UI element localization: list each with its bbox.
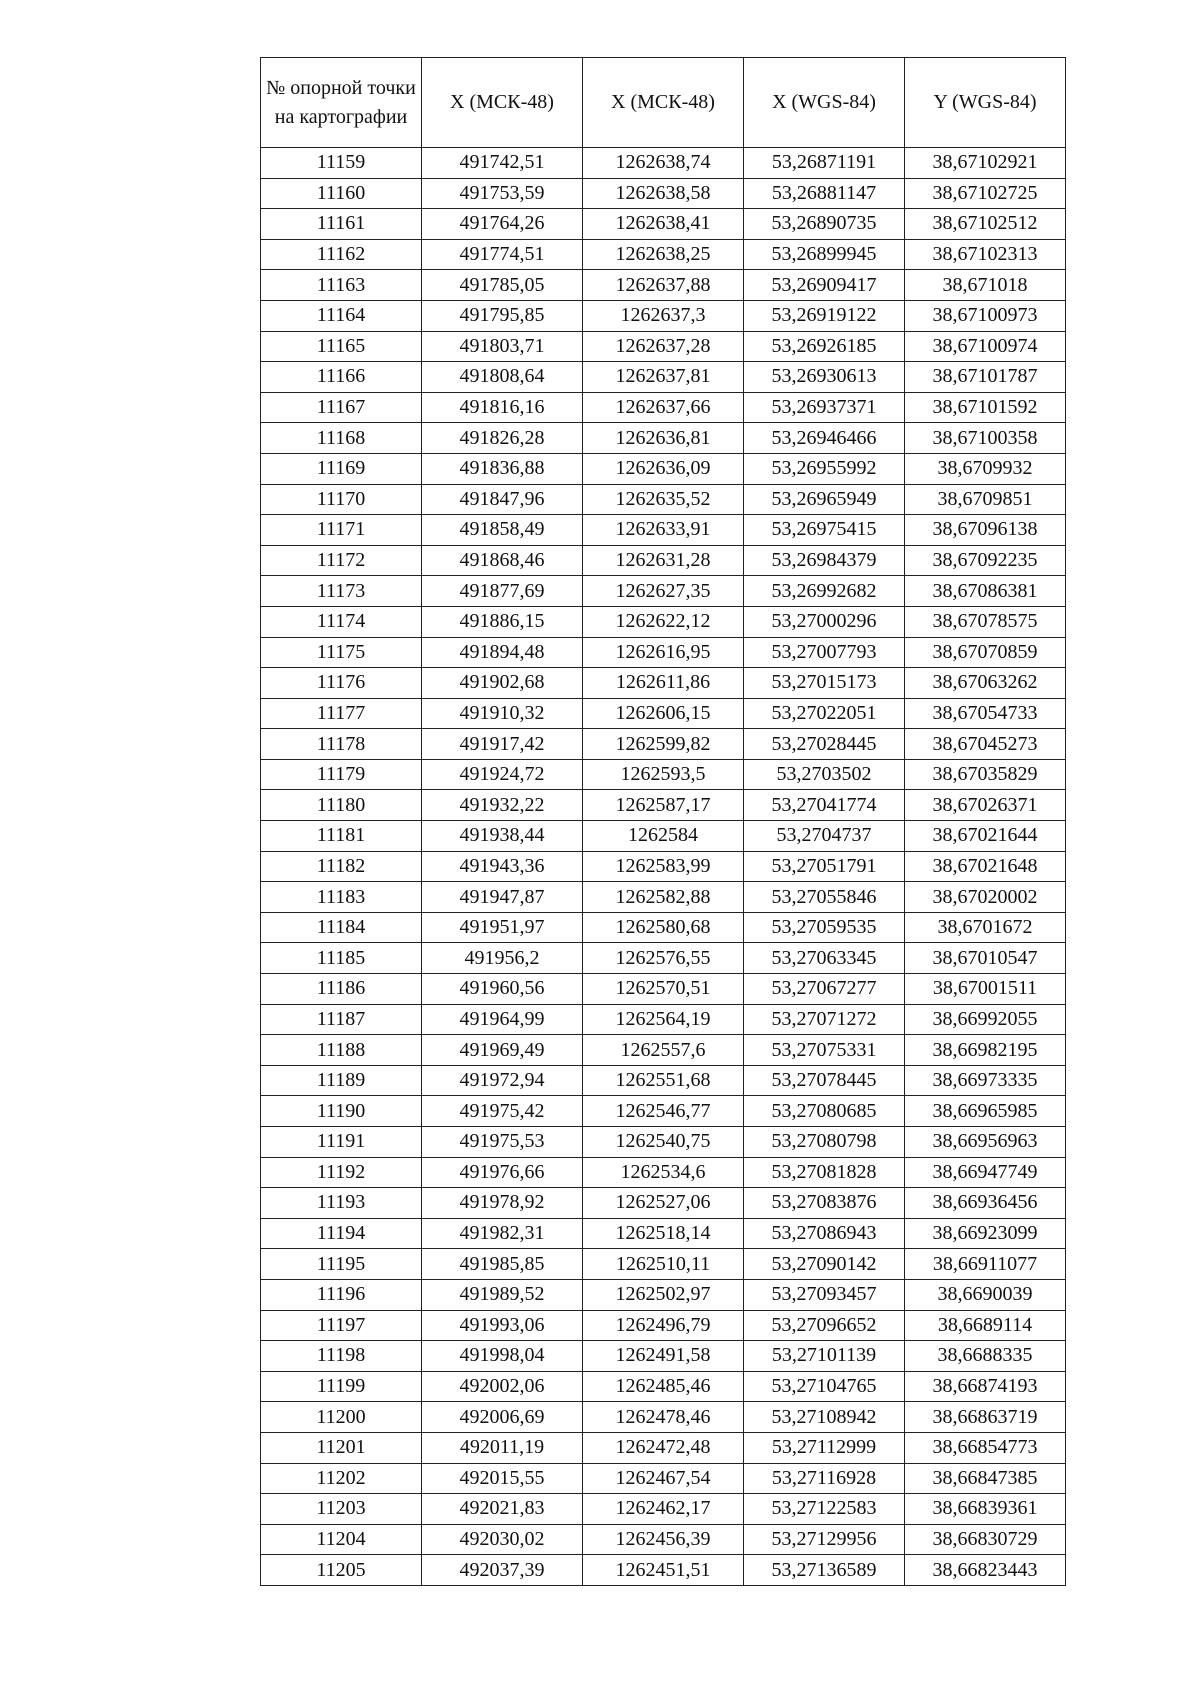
cell-y-wgs84: 38,6690039	[905, 1279, 1066, 1310]
table-row	[261, 1310, 1066, 1341]
table-row	[261, 1065, 1066, 1096]
cell-point-number: 11181	[261, 821, 422, 852]
cell-x-msk48-second: 1262637,81	[583, 362, 744, 393]
header-point-number: № опорной точки на картографии	[261, 58, 422, 148]
cell-x-msk48-second: 1262593,5	[583, 759, 744, 790]
cell-x-msk48-second: 1262638,41	[583, 209, 744, 240]
cell-x-msk48-second: 1262527,06	[583, 1188, 744, 1219]
cell-point-number: 11163	[261, 270, 422, 301]
cell-x-wgs84: 53,26890735	[744, 209, 905, 240]
cell-x-msk48: 491868,46	[422, 545, 583, 576]
cell-x-msk48-second: 1262576,55	[583, 943, 744, 974]
cell-x-msk48: 491902,68	[422, 668, 583, 699]
cell-x-msk48-second: 1262478,46	[583, 1402, 744, 1433]
cell-x-wgs84: 53,27083876	[744, 1188, 905, 1219]
cell-x-msk48: 491982,31	[422, 1218, 583, 1249]
cell-x-msk48: 491753,59	[422, 178, 583, 209]
cell-x-msk48-second: 1262637,66	[583, 392, 744, 423]
cell-x-wgs84: 53,27028445	[744, 729, 905, 760]
table-row	[261, 1157, 1066, 1188]
cell-x-wgs84: 53,27071272	[744, 1004, 905, 1035]
cell-x-msk48: 491975,42	[422, 1096, 583, 1127]
cell-y-wgs84: 38,66936456	[905, 1188, 1066, 1219]
cell-point-number: 11166	[261, 362, 422, 393]
table-row	[261, 1524, 1066, 1555]
cell-x-wgs84: 53,26975415	[744, 515, 905, 546]
cell-point-number: 11164	[261, 300, 422, 331]
cell-y-wgs84: 38,66823443	[905, 1555, 1066, 1586]
cell-y-wgs84: 38,6701672	[905, 912, 1066, 943]
cell-y-wgs84: 38,66992055	[905, 1004, 1066, 1035]
cell-x-msk48: 491894,48	[422, 637, 583, 668]
cell-y-wgs84: 38,67045273	[905, 729, 1066, 760]
cell-x-msk48-second: 1262557,6	[583, 1035, 744, 1066]
cell-point-number: 11182	[261, 851, 422, 882]
cell-x-msk48-second: 1262491,58	[583, 1341, 744, 1372]
cell-x-msk48-second: 1262451,51	[583, 1555, 744, 1586]
table-row	[261, 912, 1066, 943]
header-x-msk48-second: X (МСК-48)	[583, 58, 744, 148]
cell-x-msk48: 491947,87	[422, 882, 583, 913]
cell-x-wgs84: 53,27055846	[744, 882, 905, 913]
cell-x-msk48-second: 1262496,79	[583, 1310, 744, 1341]
cell-x-wgs84: 53,27093457	[744, 1279, 905, 1310]
cell-y-wgs84: 38,67063262	[905, 668, 1066, 699]
cell-x-msk48: 491943,36	[422, 851, 583, 882]
cell-y-wgs84: 38,67102512	[905, 209, 1066, 240]
table-row	[261, 392, 1066, 423]
cell-y-wgs84: 38,671018	[905, 270, 1066, 301]
cell-point-number: 11170	[261, 484, 422, 515]
cell-x-msk48-second: 1262583,99	[583, 851, 744, 882]
cell-point-number: 11161	[261, 209, 422, 240]
cell-x-msk48: 492011,19	[422, 1432, 583, 1463]
cell-x-msk48: 492015,55	[422, 1463, 583, 1494]
table-row	[261, 1432, 1066, 1463]
cell-y-wgs84: 38,67092235	[905, 545, 1066, 576]
cell-x-msk48: 491938,44	[422, 821, 583, 852]
cell-x-wgs84: 53,2704737	[744, 821, 905, 852]
cell-y-wgs84: 38,67086381	[905, 576, 1066, 607]
cell-x-wgs84: 53,27075331	[744, 1035, 905, 1066]
cell-x-msk48-second: 1262636,09	[583, 453, 744, 484]
header-x-wgs84: X (WGS-84)	[744, 58, 905, 148]
cell-x-msk48-second: 1262510,11	[583, 1249, 744, 1280]
cell-x-msk48-second: 1262611,86	[583, 668, 744, 699]
table-body	[261, 148, 1066, 1586]
cell-x-msk48-second: 1262638,58	[583, 178, 744, 209]
cell-y-wgs84: 38,6689114	[905, 1310, 1066, 1341]
table-row	[261, 545, 1066, 576]
cell-x-wgs84: 53,27078445	[744, 1065, 905, 1096]
cell-point-number: 11189	[261, 1065, 422, 1096]
cell-y-wgs84: 38,67100973	[905, 300, 1066, 331]
cell-point-number: 11169	[261, 453, 422, 484]
cell-point-number: 11167	[261, 392, 422, 423]
table-row	[261, 1494, 1066, 1525]
cell-x-wgs84: 53,27067277	[744, 974, 905, 1005]
cell-y-wgs84: 38,66854773	[905, 1432, 1066, 1463]
cell-x-msk48-second: 1262631,28	[583, 545, 744, 576]
cell-y-wgs84: 38,66982195	[905, 1035, 1066, 1066]
cell-point-number: 11196	[261, 1279, 422, 1310]
table-row	[261, 974, 1066, 1005]
cell-y-wgs84: 38,67096138	[905, 515, 1066, 546]
cell-point-number: 11197	[261, 1310, 422, 1341]
cell-x-wgs84: 53,26984379	[744, 545, 905, 576]
cell-x-msk48-second: 1262580,68	[583, 912, 744, 943]
table-row	[261, 729, 1066, 760]
cell-point-number: 11204	[261, 1524, 422, 1555]
cell-x-msk48-second: 1262472,48	[583, 1432, 744, 1463]
cell-point-number: 11171	[261, 515, 422, 546]
cell-x-wgs84: 53,27081828	[744, 1157, 905, 1188]
table-row	[261, 851, 1066, 882]
cell-x-msk48-second: 1262633,91	[583, 515, 744, 546]
cell-x-msk48-second: 1262635,52	[583, 484, 744, 515]
cell-x-msk48: 491836,88	[422, 453, 583, 484]
cell-point-number: 11187	[261, 1004, 422, 1035]
table-row	[261, 1096, 1066, 1127]
cell-x-msk48: 491975,53	[422, 1127, 583, 1158]
cell-x-msk48-second: 1262570,51	[583, 974, 744, 1005]
cell-y-wgs84: 38,6709851	[905, 484, 1066, 515]
cell-y-wgs84: 38,66965985	[905, 1096, 1066, 1127]
cell-x-msk48: 491795,85	[422, 300, 583, 331]
table-row	[261, 484, 1066, 515]
cell-x-wgs84: 53,26946466	[744, 423, 905, 454]
cell-x-msk48-second: 1262616,95	[583, 637, 744, 668]
header-row	[261, 58, 1066, 148]
cell-x-wgs84: 53,26965949	[744, 484, 905, 515]
cell-point-number: 11173	[261, 576, 422, 607]
table-row	[261, 1555, 1066, 1586]
cell-y-wgs84: 38,66923099	[905, 1218, 1066, 1249]
cell-y-wgs84: 38,67100974	[905, 331, 1066, 362]
cell-x-msk48: 492021,83	[422, 1494, 583, 1525]
cell-y-wgs84: 38,66874193	[905, 1371, 1066, 1402]
cell-x-wgs84: 53,26955992	[744, 453, 905, 484]
cell-y-wgs84: 38,66956963	[905, 1127, 1066, 1158]
table-row	[261, 943, 1066, 974]
cell-x-msk48: 491742,51	[422, 148, 583, 179]
cell-y-wgs84: 38,67021648	[905, 851, 1066, 882]
cell-x-msk48: 492037,39	[422, 1555, 583, 1586]
table-row	[261, 148, 1066, 179]
cell-y-wgs84: 38,6709932	[905, 453, 1066, 484]
cell-x-msk48: 491960,56	[422, 974, 583, 1005]
cell-point-number: 11178	[261, 729, 422, 760]
cell-point-number: 11186	[261, 974, 422, 1005]
cell-point-number: 11195	[261, 1249, 422, 1280]
cell-x-wgs84: 53,27063345	[744, 943, 905, 974]
table-row	[261, 1341, 1066, 1372]
cell-y-wgs84: 38,66947749	[905, 1157, 1066, 1188]
table-row	[261, 1402, 1066, 1433]
cell-x-msk48: 491803,71	[422, 331, 583, 362]
cell-x-wgs84: 53,27086943	[744, 1218, 905, 1249]
cell-y-wgs84: 38,67021644	[905, 821, 1066, 852]
table-row	[261, 239, 1066, 270]
cell-point-number: 11185	[261, 943, 422, 974]
cell-y-wgs84: 38,67070859	[905, 637, 1066, 668]
cell-x-wgs84: 53,27136589	[744, 1555, 905, 1586]
table-row	[261, 1188, 1066, 1219]
cell-point-number: 11172	[261, 545, 422, 576]
table-row	[261, 668, 1066, 699]
cell-x-wgs84: 53,26871191	[744, 148, 905, 179]
cell-y-wgs84: 38,66830729	[905, 1524, 1066, 1555]
cell-x-msk48: 491964,99	[422, 1004, 583, 1035]
table-row	[261, 423, 1066, 454]
table-row	[261, 1371, 1066, 1402]
table-row	[261, 1249, 1066, 1280]
cell-x-msk48: 491976,66	[422, 1157, 583, 1188]
cell-x-msk48-second: 1262637,88	[583, 270, 744, 301]
cell-x-msk48: 491951,97	[422, 912, 583, 943]
cell-x-wgs84: 53,27051791	[744, 851, 905, 882]
cell-y-wgs84: 38,67100358	[905, 423, 1066, 454]
cell-x-wgs84: 53,27022051	[744, 698, 905, 729]
table-row	[261, 453, 1066, 484]
cell-x-msk48: 491858,49	[422, 515, 583, 546]
cell-x-msk48: 491886,15	[422, 606, 583, 637]
cell-x-wgs84: 53,26937371	[744, 392, 905, 423]
cell-x-msk48: 491877,69	[422, 576, 583, 607]
cell-x-msk48-second: 1262564,19	[583, 1004, 744, 1035]
cell-point-number: 11183	[261, 882, 422, 913]
cell-point-number: 11184	[261, 912, 422, 943]
cell-x-wgs84: 53,27007793	[744, 637, 905, 668]
cell-point-number: 11179	[261, 759, 422, 790]
cell-y-wgs84: 38,67001511	[905, 974, 1066, 1005]
cell-x-wgs84: 53,27129956	[744, 1524, 905, 1555]
cell-x-msk48: 491998,04	[422, 1341, 583, 1372]
cell-point-number: 11159	[261, 148, 422, 179]
cell-x-wgs84: 53,26992682	[744, 576, 905, 607]
cell-point-number: 11198	[261, 1341, 422, 1372]
cell-x-msk48: 492030,02	[422, 1524, 583, 1555]
cell-x-msk48: 491764,26	[422, 209, 583, 240]
coordinates-table	[260, 57, 1066, 1586]
cell-x-wgs84: 53,27122583	[744, 1494, 905, 1525]
cell-x-msk48: 491989,52	[422, 1279, 583, 1310]
cell-x-msk48: 492002,06	[422, 1371, 583, 1402]
cell-x-msk48-second: 1262456,39	[583, 1524, 744, 1555]
cell-x-msk48-second: 1262546,77	[583, 1096, 744, 1127]
cell-x-wgs84: 53,27112999	[744, 1432, 905, 1463]
cell-x-wgs84: 53,26930613	[744, 362, 905, 393]
cell-x-msk48-second: 1262534,6	[583, 1157, 744, 1188]
table-row	[261, 300, 1066, 331]
cell-y-wgs84: 38,66973335	[905, 1065, 1066, 1096]
cell-point-number: 11165	[261, 331, 422, 362]
table-row	[261, 1035, 1066, 1066]
cell-point-number: 11190	[261, 1096, 422, 1127]
cell-x-msk48-second: 1262627,35	[583, 576, 744, 607]
cell-point-number: 11177	[261, 698, 422, 729]
cell-x-msk48-second: 1262636,81	[583, 423, 744, 454]
cell-x-wgs84: 53,27101139	[744, 1341, 905, 1372]
cell-point-number: 11191	[261, 1127, 422, 1158]
cell-x-msk48-second: 1262584	[583, 821, 744, 852]
cell-x-wgs84: 53,27015173	[744, 668, 905, 699]
cell-x-msk48-second: 1262599,82	[583, 729, 744, 760]
cell-x-wgs84: 53,26899945	[744, 239, 905, 270]
cell-x-wgs84: 53,27116928	[744, 1463, 905, 1494]
cell-x-msk48-second: 1262540,75	[583, 1127, 744, 1158]
cell-point-number: 11180	[261, 790, 422, 821]
cell-y-wgs84: 38,66839361	[905, 1494, 1066, 1525]
cell-x-wgs84: 53,27080798	[744, 1127, 905, 1158]
cell-x-wgs84: 53,27000296	[744, 606, 905, 637]
cell-x-msk48: 491917,42	[422, 729, 583, 760]
cell-x-wgs84: 53,27104765	[744, 1371, 905, 1402]
cell-y-wgs84: 38,67102921	[905, 148, 1066, 179]
cell-x-wgs84: 53,26909417	[744, 270, 905, 301]
cell-x-msk48-second: 1262582,88	[583, 882, 744, 913]
cell-point-number: 11168	[261, 423, 422, 454]
cell-x-msk48: 491847,96	[422, 484, 583, 515]
cell-point-number: 11160	[261, 178, 422, 209]
cell-x-msk48-second: 1262502,97	[583, 1279, 744, 1310]
cell-y-wgs84: 38,66847385	[905, 1463, 1066, 1494]
cell-point-number: 11175	[261, 637, 422, 668]
cell-y-wgs84: 38,67054733	[905, 698, 1066, 729]
cell-x-msk48-second: 1262518,14	[583, 1218, 744, 1249]
cell-y-wgs84: 38,67078575	[905, 606, 1066, 637]
cell-point-number: 11205	[261, 1555, 422, 1586]
table-row	[261, 698, 1066, 729]
cell-y-wgs84: 38,67101787	[905, 362, 1066, 393]
cell-y-wgs84: 38,6688335	[905, 1341, 1066, 1372]
cell-x-wgs84: 53,2703502	[744, 759, 905, 790]
cell-y-wgs84: 38,66863719	[905, 1402, 1066, 1433]
cell-x-msk48-second: 1262551,68	[583, 1065, 744, 1096]
cell-x-msk48: 491932,22	[422, 790, 583, 821]
cell-x-msk48: 491985,85	[422, 1249, 583, 1280]
table-row	[261, 1279, 1066, 1310]
cell-point-number: 11174	[261, 606, 422, 637]
cell-x-wgs84: 53,27080685	[744, 1096, 905, 1127]
cell-point-number: 11194	[261, 1218, 422, 1249]
cell-point-number: 11200	[261, 1402, 422, 1433]
table-row	[261, 270, 1066, 301]
cell-x-msk48-second: 1262587,17	[583, 790, 744, 821]
table-row	[261, 821, 1066, 852]
cell-x-msk48: 491924,72	[422, 759, 583, 790]
cell-x-msk48-second: 1262638,25	[583, 239, 744, 270]
table-row	[261, 1218, 1066, 1249]
cell-x-msk48: 492006,69	[422, 1402, 583, 1433]
cell-x-msk48-second: 1262637,3	[583, 300, 744, 331]
cell-point-number: 11162	[261, 239, 422, 270]
cell-x-msk48-second: 1262622,12	[583, 606, 744, 637]
cell-x-wgs84: 53,26926185	[744, 331, 905, 362]
cell-x-msk48: 491956,2	[422, 943, 583, 974]
table-row	[261, 209, 1066, 240]
table-row	[261, 178, 1066, 209]
header-y-wgs84: Y (WGS-84)	[905, 58, 1066, 148]
cell-y-wgs84: 38,67101592	[905, 392, 1066, 423]
cell-x-msk48-second: 1262606,15	[583, 698, 744, 729]
cell-point-number: 11176	[261, 668, 422, 699]
table-row	[261, 576, 1066, 607]
cell-x-msk48: 491816,16	[422, 392, 583, 423]
cell-x-wgs84: 53,27108942	[744, 1402, 905, 1433]
cell-y-wgs84: 38,67102313	[905, 239, 1066, 270]
cell-point-number: 11201	[261, 1432, 422, 1463]
table-row	[261, 606, 1066, 637]
cell-x-msk48: 491910,32	[422, 698, 583, 729]
cell-x-wgs84: 53,27090142	[744, 1249, 905, 1280]
cell-point-number: 11192	[261, 1157, 422, 1188]
cell-x-msk48-second: 1262462,17	[583, 1494, 744, 1525]
cell-x-msk48-second: 1262467,54	[583, 1463, 744, 1494]
cell-y-wgs84: 38,67102725	[905, 178, 1066, 209]
header-x-msk48: X (МСК-48)	[422, 58, 583, 148]
cell-x-wgs84: 53,26881147	[744, 178, 905, 209]
cell-x-msk48: 491808,64	[422, 362, 583, 393]
cell-y-wgs84: 38,67020002	[905, 882, 1066, 913]
cell-y-wgs84: 38,67026371	[905, 790, 1066, 821]
cell-x-msk48-second: 1262637,28	[583, 331, 744, 362]
cell-x-wgs84: 53,27041774	[744, 790, 905, 821]
cell-y-wgs84: 38,66911077	[905, 1249, 1066, 1280]
table-row	[261, 637, 1066, 668]
cell-x-msk48: 491978,92	[422, 1188, 583, 1219]
cell-x-msk48: 491774,51	[422, 239, 583, 270]
cell-point-number: 11203	[261, 1494, 422, 1525]
cell-x-msk48-second: 1262485,46	[583, 1371, 744, 1402]
cell-x-msk48: 491993,06	[422, 1310, 583, 1341]
table-row	[261, 362, 1066, 393]
table-row	[261, 882, 1066, 913]
cell-x-msk48-second: 1262638,74	[583, 148, 744, 179]
table-row	[261, 759, 1066, 790]
table-header	[261, 58, 1066, 148]
cell-point-number: 11202	[261, 1463, 422, 1494]
cell-y-wgs84: 38,67010547	[905, 943, 1066, 974]
table-row	[261, 790, 1066, 821]
cell-point-number: 11188	[261, 1035, 422, 1066]
table-row	[261, 1127, 1066, 1158]
table-row	[261, 515, 1066, 546]
cell-x-msk48: 491785,05	[422, 270, 583, 301]
cell-x-wgs84: 53,27059535	[744, 912, 905, 943]
cell-y-wgs84: 38,67035829	[905, 759, 1066, 790]
cell-point-number: 11199	[261, 1371, 422, 1402]
table-row	[261, 1004, 1066, 1035]
cell-x-wgs84: 53,26919122	[744, 300, 905, 331]
cell-x-wgs84: 53,27096652	[744, 1310, 905, 1341]
cell-x-msk48: 491972,94	[422, 1065, 583, 1096]
cell-x-msk48: 491969,49	[422, 1035, 583, 1066]
cell-x-msk48: 491826,28	[422, 423, 583, 454]
cell-point-number: 11193	[261, 1188, 422, 1219]
table-row	[261, 331, 1066, 362]
table-row	[261, 1463, 1066, 1494]
